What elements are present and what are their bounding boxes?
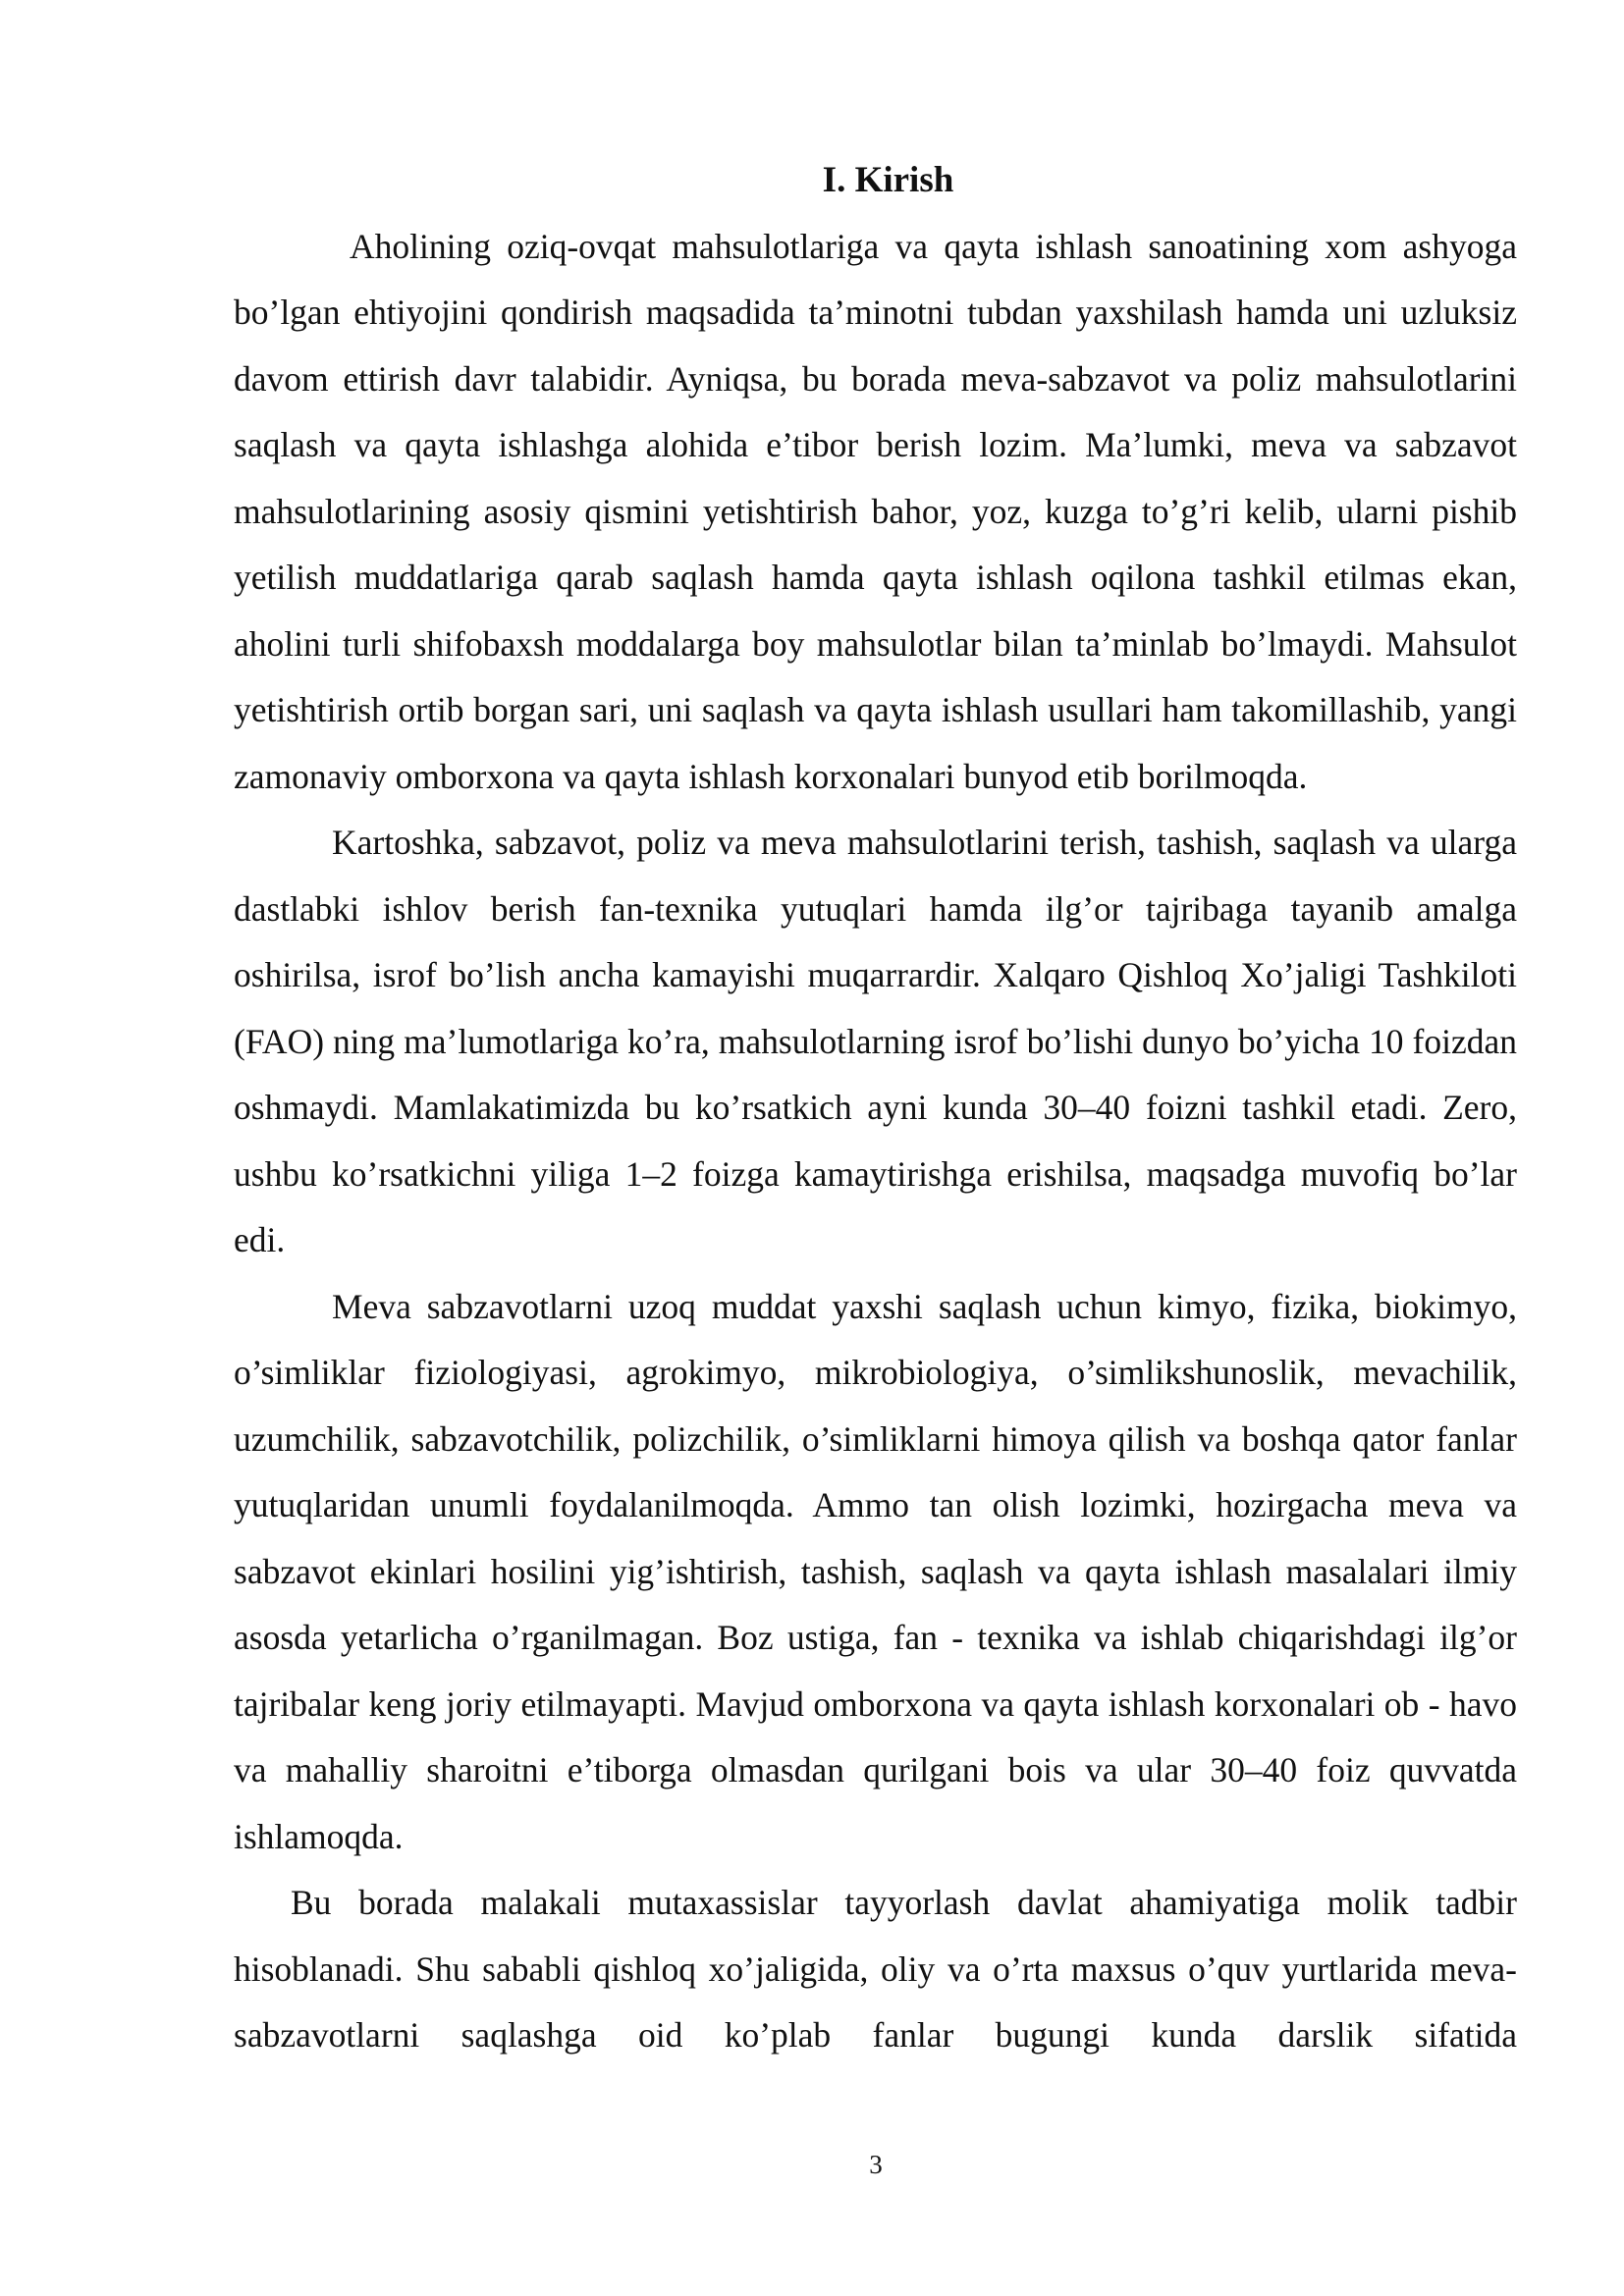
- section-title: I. Kirish: [822, 160, 954, 200]
- paragraph-3: Meva sabzavotlarni uzoq muddat yaxshi saqlash uchun kimyo, fizika, biokimyo, o’simliklar fiziologiyasi, agrokimyo, mikrobiologiya, o’simlikshunoslik, mevachilik, uzumchilik, sabzavotchilik, polizchilik, o’simliklarni himoya qilish va boshqa qator fanlar yutuqlaridan unumli foydalanilmoqda. Ammo tan olish lozimki, hozirgacha meva va sabzavot ekinlari hosilini yig’ishtirish, tashish, saqlash va qayta ishlash masalalari ilmiy asosda yetarlicha o’rganilmagan. Boz ustiga, fan - texnika va ishlab chiqarishdagi ilg’or tajribalar keng joriy etilmayapti. Mavjud omborxona va qayta ishlash korxonalari ob - havo va mahalliy sharoitni e’tiborga olmasdan qurilgani bois va ular 30–40 foiz quvvatda ishlamoqda.: [234, 1286, 1517, 1856]
- paragraph-4: Bu borada malakali mutaxassislar tayyorlash davlat ahamiyatiga molik tadbir hisoblanadi. Shu sababli qishloq xo’jaligida, oliy va o’rta maxsus o’quv yurtlarida meva-sabzavotlarni saqlashga oid ko’plab fanlar bugungi kunda darslik sifatida: [234, 1883, 1517, 2055]
- paragraph-2: Kartoshka, sabzavot, poliz va meva mahsulotlarini terish, tashish, saqlash va ularga dastlabki ishlov berish fan-texnika yutuqlari hamda ilg’or tajribaga tayanib amalga oshirilsa, isrof bo’lish ancha kamayishi muqarrardir. Xalqaro Qishloq Xo’jaligi Tashkiloti (FAO) ning ma’lumotlariga ko’ra, mahsulotlarning isrof bo’lishi dunyo bo’yicha 10 foizdan oshmaydi. Mamlakatimizda bu ko’rsatkich ayni kunda 30–40 foizni tashkil etadi. Zero, ushbu ko’rsatkichni yiliga 1–2 foizga kamaytirishga erishilsa, maqsadga muvofiq bo’lar edi.: [234, 823, 1517, 1259]
- page-number: 3: [869, 2150, 883, 2179]
- document-body: [234, 147, 1517, 2069]
- paragraph-1: Aholining oziq-ovqat mahsulotlariga va qayta ishlash sanoatining xom ashyoga bo’lgan ehtiyojini qondirish maqsadida ta’minotni tubdan yaxshilash hamda uni uzluksiz davom ettirish davr talabidir. Ayniqsa, bu borada meva-sabzavot va poliz mahsulotlarini saqlash va qayta ishlashga alohida e’tibor berish lozim. Ma’lumki, meva va sabzavot mahsulotlarining asosiy qismini yetishtirish bahor, yoz, kuzga to’g’ri kelib, ularni pishib yetilish muddatlariga qarab saqlash hamda qayta ishlash oqilona tashkil etilmas ekan, aholini turli shifobaxsh moddalarga boy mahsulotlar bilan ta’minlab bo’lmaydi. Mahsulot yetishtirish ortib borgan sari, uni saqlash va qayta ishlash usullari ham takomillashib, yangi zamonaviy omborxona va qayta ishlash korxonalari bunyod etib borilmoqda.: [234, 226, 1517, 796]
